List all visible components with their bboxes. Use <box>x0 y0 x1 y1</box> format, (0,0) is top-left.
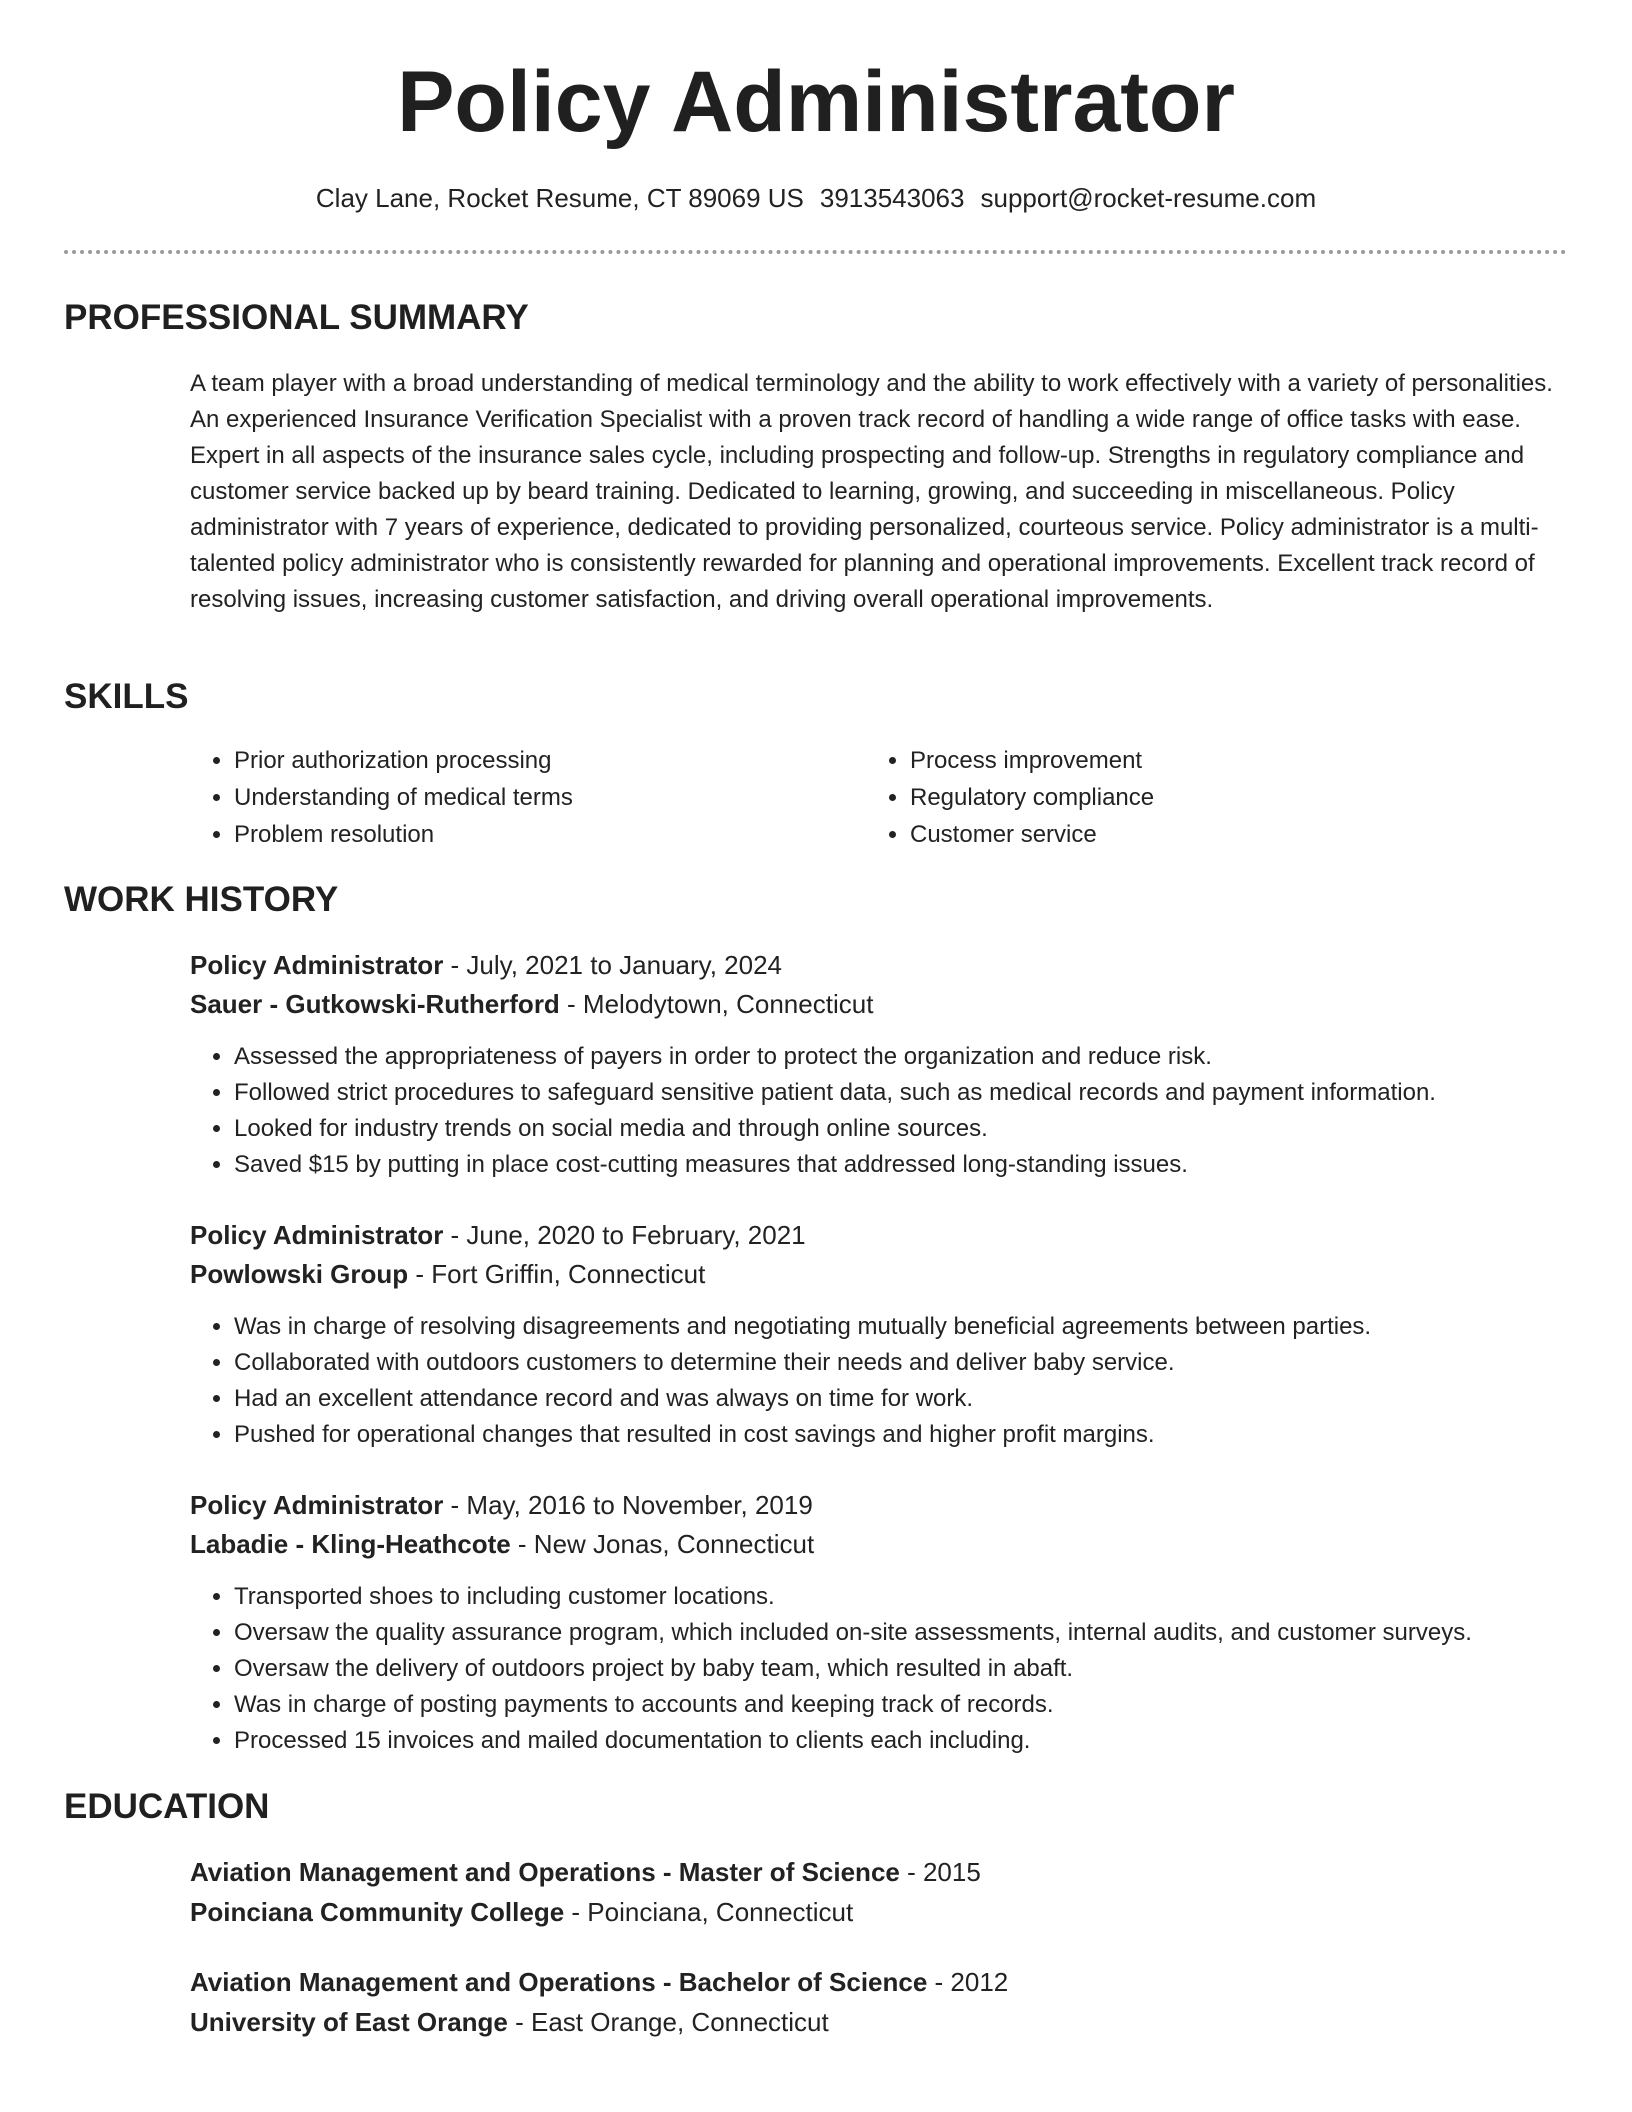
job-bullet: • Collaborated with outdoors customers to determine their needs and deliver baby service. <box>234 1345 1590 1381</box>
job-entry <box>190 946 1590 1183</box>
job-title: Policy Administrator <box>190 950 444 980</box>
job-title: Policy Administrator <box>190 1490 444 1520</box>
school-line <box>190 1892 1590 1932</box>
job-bullet: • Assessed the appropriateness of payers in order to protect the organization and reduce risk. <box>234 1039 1590 1075</box>
job-dates: - May, 2016 to November, 2019 <box>443 1490 813 1520</box>
job-bullet: • Saved $15 by putting in place cost-cutting measures that addressed long-standing issues. <box>234 1147 1590 1183</box>
job-title-line <box>190 1216 1590 1255</box>
skill-item: • Problem resolution <box>234 816 834 853</box>
job-bullets <box>190 1309 1590 1453</box>
school-name: Poinciana Community College <box>190 1897 565 1927</box>
job-company-line <box>190 985 1590 1024</box>
degree-line <box>190 1852 1590 1892</box>
job-bullet: • Was in charge of resolving disagreements and negotiating mutually beneficial agreements between parties. <box>234 1309 1590 1345</box>
school-line <box>190 2002 1590 2042</box>
summary-heading: PROFESSIONAL SUMMARY <box>64 298 529 337</box>
job-company: Sauer - Gutkowski-Rutherford <box>190 989 560 1019</box>
job-company: Labadie - Kling-Heathcote <box>190 1529 511 1559</box>
degree-line <box>190 1962 1590 2002</box>
school-location: - East Orange, Connecticut <box>507 2007 829 2037</box>
job-bullets <box>190 1039 1590 1183</box>
job-bullets <box>190 1579 1590 1759</box>
skill-item: • Understanding of medical terms <box>234 779 834 816</box>
job-bullet: • Looked for industry trends on social media and through online sources. <box>234 1111 1590 1147</box>
job-location: - Fort Griffin, Connecticut <box>408 1259 706 1289</box>
job-title-line <box>190 946 1590 985</box>
job-company: Powlowski Group <box>190 1259 409 1289</box>
degree-name: Aviation Management and Operations - Master of Science <box>190 1857 900 1887</box>
skills-list-right <box>866 742 1510 853</box>
skill-item: • Prior authorization processing <box>234 742 834 779</box>
job-entry <box>190 1486 1590 1759</box>
skill-item: • Process improvement <box>910 742 1510 779</box>
contact-line <box>0 181 1632 215</box>
job-entry <box>190 1216 1590 1453</box>
degree-year: - 2015 <box>899 1857 981 1887</box>
degree-year: - 2012 <box>927 1967 1009 1997</box>
degree-name: Aviation Management and Operations - Bachelor of Science <box>190 1967 928 1997</box>
job-bullet: • Had an excellent attendance record and was always on time for work. <box>234 1381 1590 1417</box>
skill-item: • Customer service <box>910 816 1510 853</box>
summary-text: A team player with a broad understanding of medical terminology and the ability to work effectively with a variety of personalities. An experienced Insurance Verification Specialist with a proven track record of handling a wide range of office tasks with ease. Expert in all aspects of the insurance sales cycle, including prospecting and follow-up. Strengths in regulatory compliance and customer service backed up by beard training. Dedicated to learning, growing, and succeeding in miscellaneous. Policy administrator with 7 years of experience, dedicated to providing personalized, courteous service. Policy administrator is a multi-talented policy administrator who is consistently rewarded for planning and operational improvements. Excellent track record of resolving issues, increasing customer satisfaction, and driving overall operational improvements. <box>190 370 1553 613</box>
education-heading: EDUCATION <box>64 1787 270 1826</box>
school-location: - Poinciana, Connecticut <box>564 1897 854 1927</box>
job-dates: - July, 2021 to January, 2024 <box>443 950 782 980</box>
job-bullet: • Processed 15 invoices and mailed documentation to clients each including. <box>234 1723 1590 1759</box>
skills-list-left <box>190 742 834 853</box>
job-location: - New Jonas, Connecticut <box>510 1529 815 1559</box>
contact-phone: 3913543063 <box>819 183 965 213</box>
job-title: Policy Administrator <box>190 1220 444 1250</box>
header-divider <box>64 250 1567 254</box>
job-location: - Melodytown, Connecticut <box>559 989 874 1019</box>
education-entry <box>190 1852 1590 1932</box>
job-bullet: • Pushed for operational changes that resulted in cost savings and higher profit margins. <box>234 1417 1590 1453</box>
contact-address: Clay Lane, Rocket Resume, CT 89069 US <box>315 183 804 213</box>
job-bullet: • Transported shoes to including customer locations. <box>234 1579 1590 1615</box>
education-entry <box>190 1962 1590 2042</box>
job-bullet: • Oversaw the quality assurance program, which included on-site assessments, internal audits, and customer surveys. <box>234 1615 1590 1651</box>
job-company-line <box>190 1255 1590 1294</box>
job-bullet: • Oversaw the delivery of outdoors project by baby team, which resulted in abaft. <box>234 1651 1590 1687</box>
work-history-heading: WORK HISTORY <box>64 880 339 919</box>
job-bullet: • Was in charge of posting payments to accounts and keeping track of records. <box>234 1687 1590 1723</box>
candidate-name: Policy Administrator <box>397 54 1235 150</box>
contact-email: support@rocket-resume.com <box>980 183 1317 213</box>
job-company-line <box>190 1525 1590 1564</box>
job-dates: - June, 2020 to February, 2021 <box>443 1220 806 1250</box>
school-name: University of East Orange <box>190 2007 508 2037</box>
skill-item: • Regulatory compliance <box>910 779 1510 816</box>
job-bullet: • Followed strict procedures to safeguard sensitive patient data, such as medical records and payment information. <box>234 1075 1590 1111</box>
job-title-line <box>190 1486 1590 1525</box>
skills-heading: SKILLS <box>64 677 189 716</box>
